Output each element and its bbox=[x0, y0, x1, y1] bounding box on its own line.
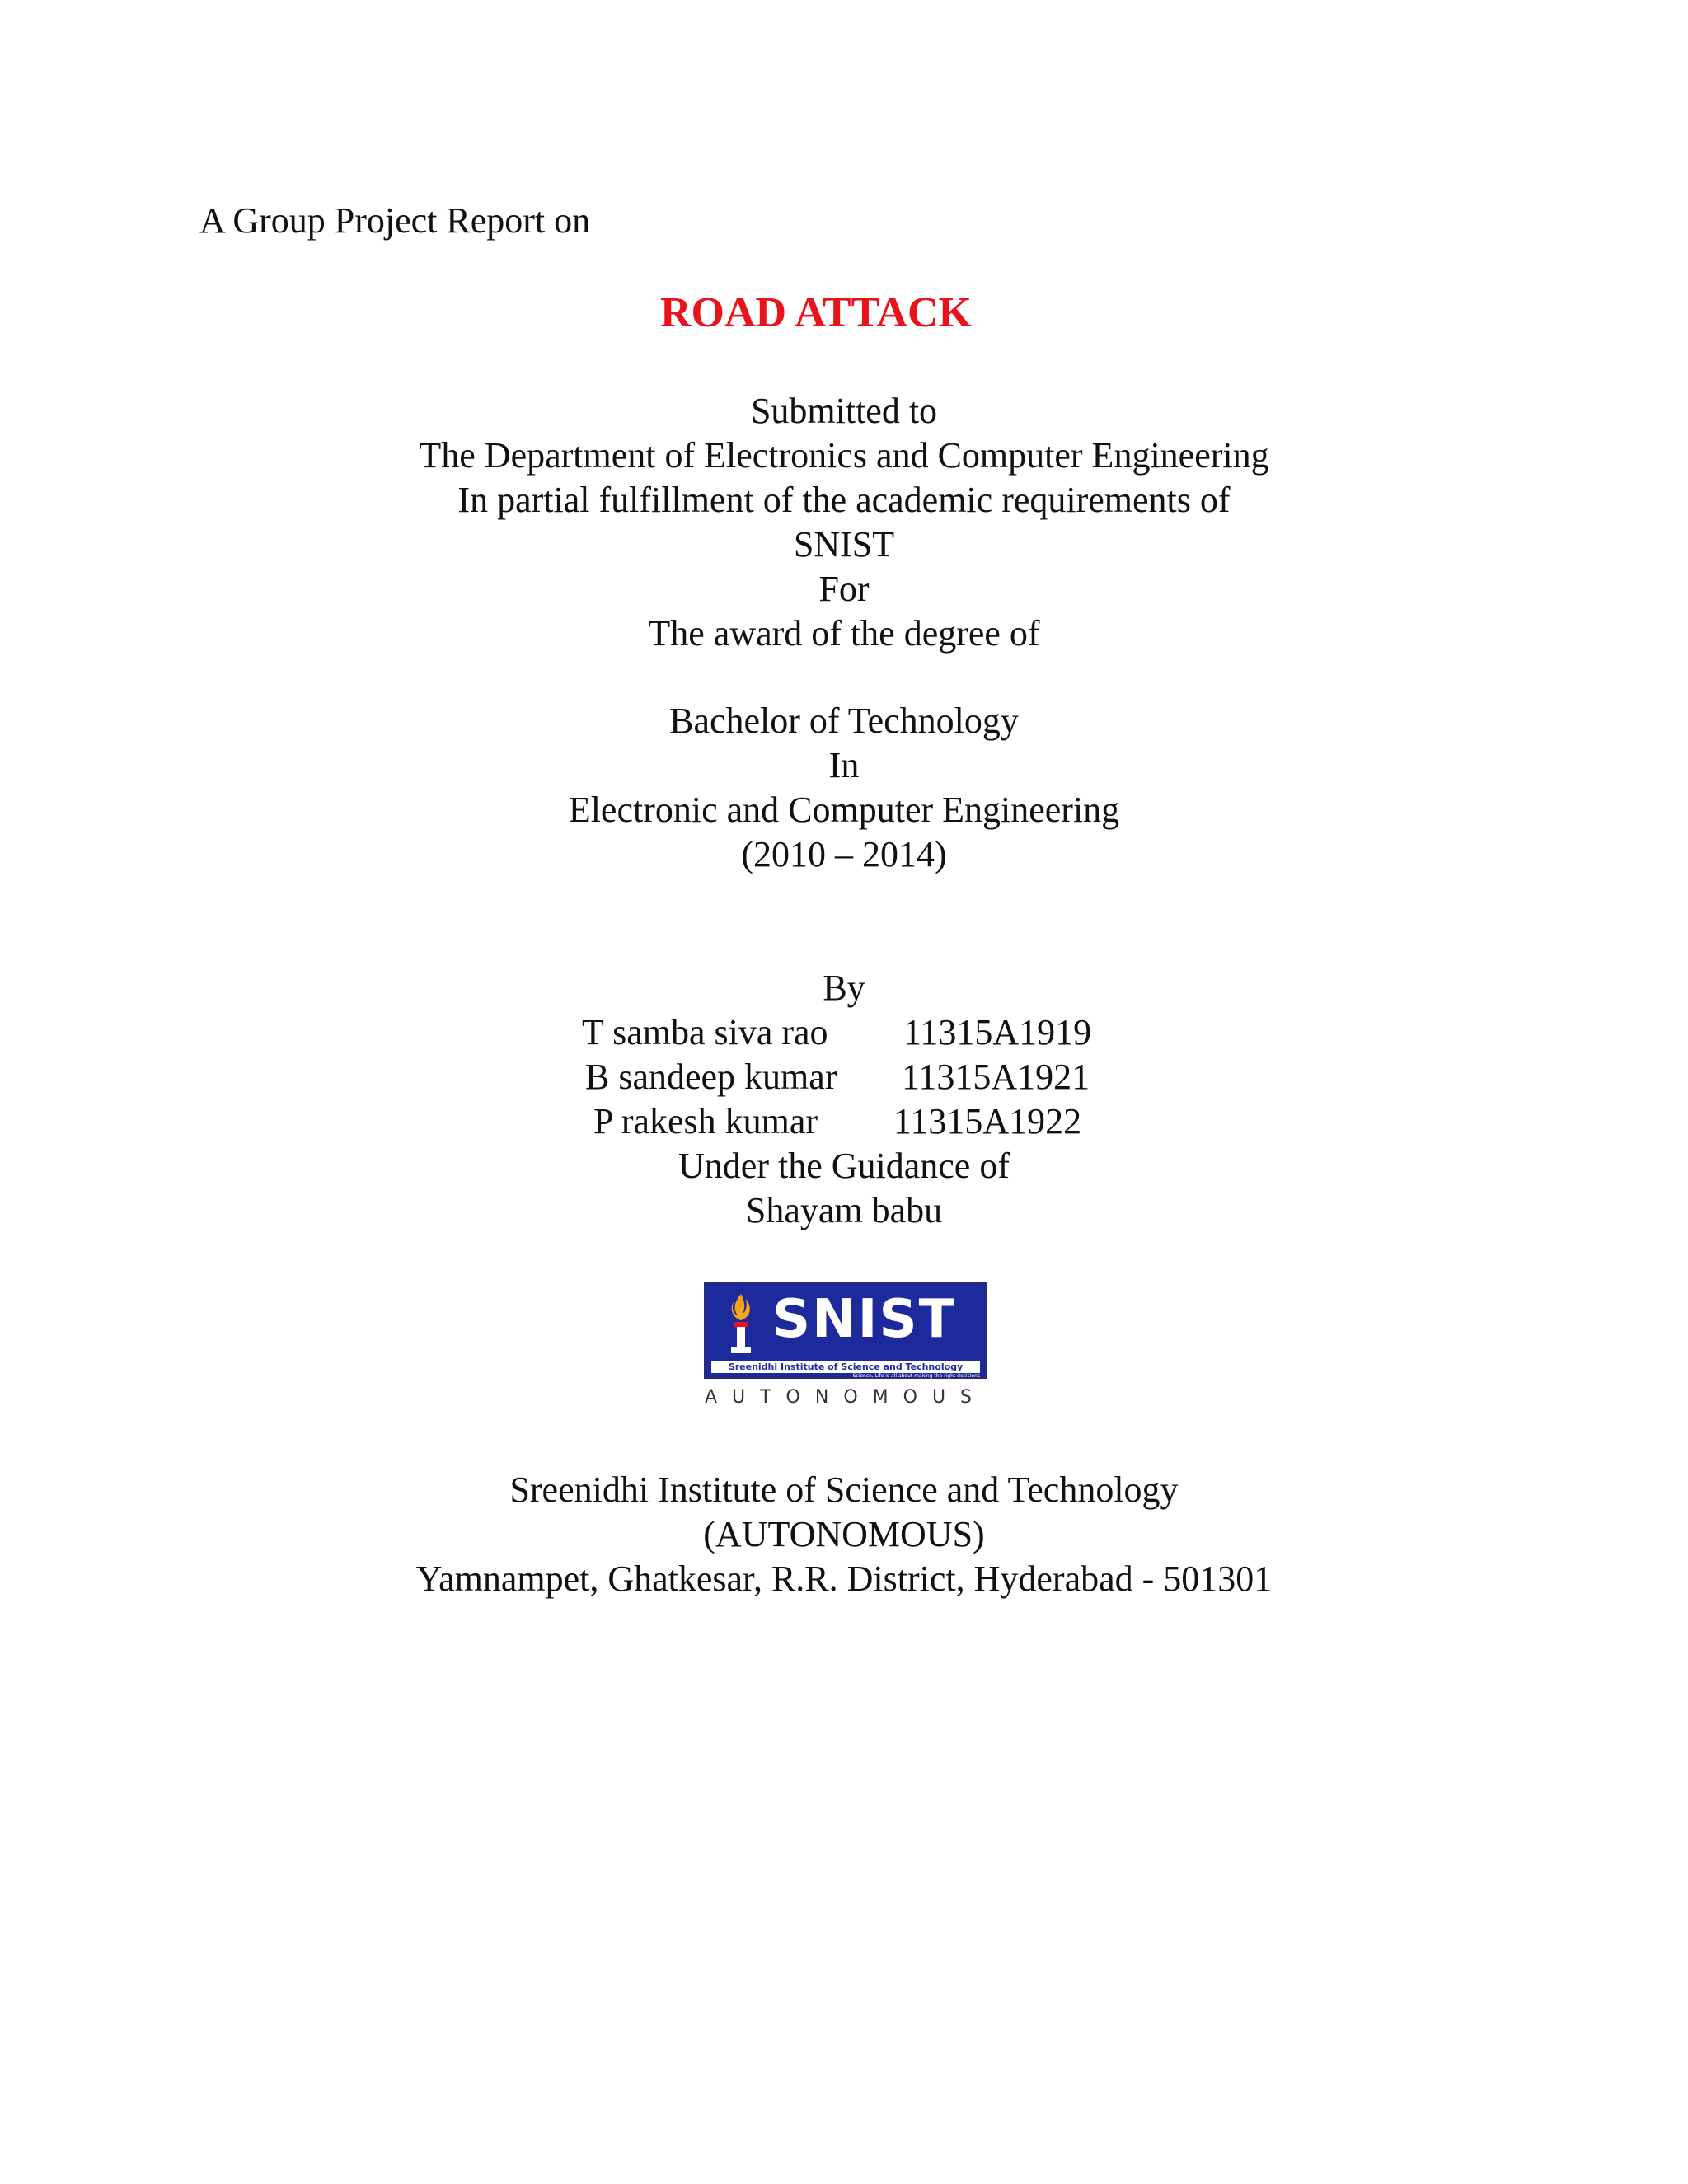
degree-line: In bbox=[828, 745, 860, 785]
institute-line: Yamnampet, Ghatkesar, R.R. District, Hyderabad - 501301 bbox=[415, 1558, 1273, 1599]
by-label bbox=[0, 966, 1688, 1010]
student-name: B sandeep kumar bbox=[585, 1057, 837, 1097]
institute-address bbox=[0, 1468, 1688, 1601]
degree-line: Electronic and Computer Engineering bbox=[568, 790, 1120, 830]
guidance-block bbox=[0, 1144, 1688, 1233]
student-id: 11315A1922 bbox=[893, 1101, 1082, 1141]
student-name: T samba siva rao bbox=[582, 1012, 828, 1052]
torch-icon bbox=[716, 1291, 766, 1360]
student-id: 11315A1921 bbox=[902, 1057, 1090, 1097]
logo-title: SNIST bbox=[772, 1289, 957, 1350]
submitted-line: SNIST bbox=[793, 524, 895, 565]
student-list bbox=[0, 1010, 1688, 1144]
project-title: ROAD ATTACK bbox=[660, 289, 972, 336]
submission-statement bbox=[0, 389, 1688, 656]
by-text: By bbox=[823, 968, 865, 1008]
student-row bbox=[0, 1010, 1688, 1055]
institute-line: (AUTONOMOUS) bbox=[703, 1514, 985, 1554]
logo-autonomous: AUTONOMOUS bbox=[704, 1387, 987, 1408]
report-intro: A Group Project Report on bbox=[199, 200, 591, 241]
student-row bbox=[0, 1099, 1688, 1144]
guide-name: Shayam babu bbox=[745, 1190, 943, 1230]
logo-tagline: Science, Life is all about making the right decisions bbox=[852, 1373, 980, 1379]
submitted-line: The award of the degree of bbox=[648, 613, 1040, 654]
institute-line: Sreenidhi Institute of Science and Technology bbox=[509, 1469, 1179, 1510]
degree-line: Bachelor of Technology bbox=[669, 701, 1019, 741]
submitted-line: The Department of Electronics and Computer Engineering bbox=[419, 435, 1269, 476]
snist-logo bbox=[701, 1282, 991, 1420]
student-id: 11315A1919 bbox=[903, 1012, 1092, 1052]
submitted-line: For bbox=[818, 569, 870, 609]
guidance-line: Under the Guidance of bbox=[678, 1146, 1010, 1186]
submitted-line: In partial fulfillment of the academic requirements of bbox=[457, 480, 1231, 520]
submitted-line: Submitted to bbox=[750, 391, 938, 431]
student-row bbox=[0, 1055, 1688, 1099]
logo-subtitle: Sreenidhi Institute of Science and Technology bbox=[711, 1361, 980, 1373]
student-name: P rakesh kumar bbox=[593, 1101, 818, 1141]
logo-box bbox=[704, 1282, 987, 1379]
degree-details bbox=[0, 699, 1688, 877]
degree-line: (2010 – 2014) bbox=[741, 834, 947, 874]
